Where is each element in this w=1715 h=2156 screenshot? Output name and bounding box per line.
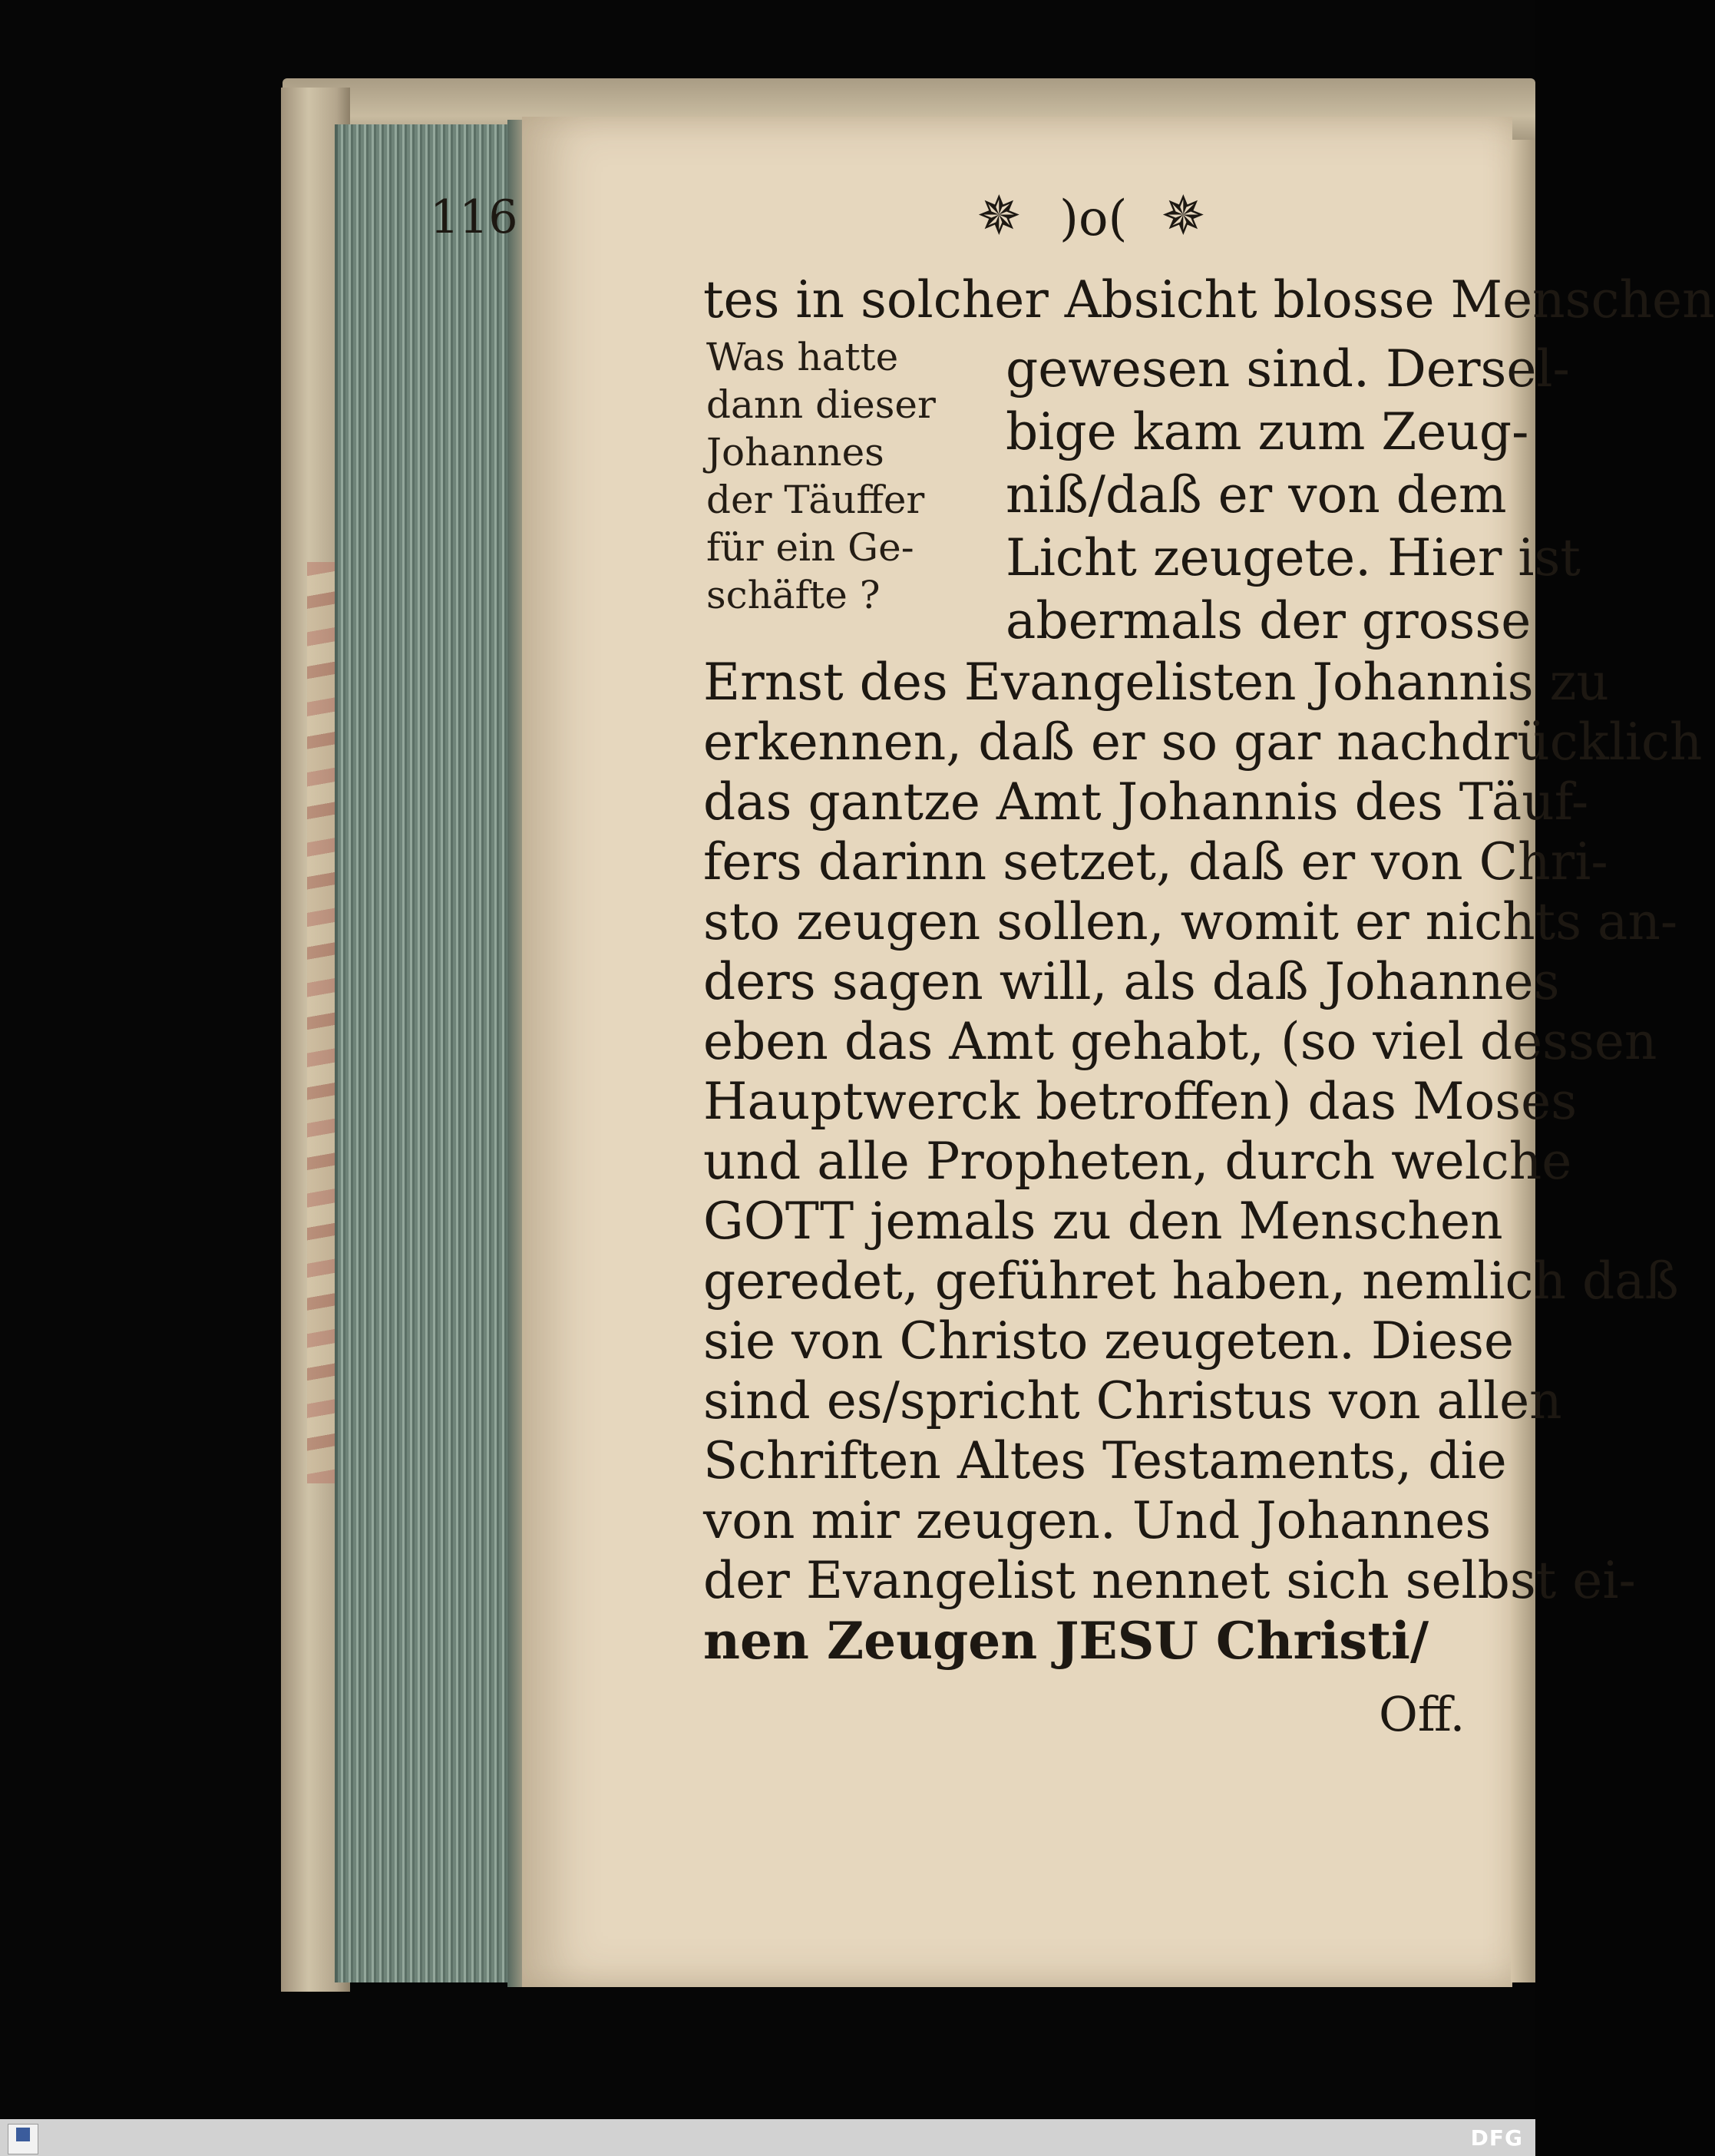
body-line: Schriften Altes Testaments, die (703, 1431, 1507, 1490)
body-line: von mir zeugen. Und Johannes (703, 1491, 1492, 1550)
body-line: erkennen, daß er so gar nachdrücklich (703, 713, 1703, 772)
header-ornament: )o( (1059, 190, 1128, 247)
text-line-first: tes in solcher Absicht blosse Menschen (703, 270, 1715, 329)
margin-note-line: dann dieser (706, 382, 936, 427)
right-column-line: niß/daß er von dem (1006, 465, 1507, 524)
body-line: und alle Propheten, durch welche (703, 1132, 1572, 1191)
dfg-logo: DFG (1470, 2125, 1523, 2151)
ornament-right-icon: ✵ (1161, 184, 1206, 247)
margin-note-line: der Täuffer (706, 478, 925, 522)
body-line: das gantze Amt Johannis des Täuf- (703, 772, 1589, 832)
library-logo-icon (8, 2124, 38, 2154)
right-column-line: bige kam zum Zeug- (1006, 402, 1529, 461)
body-line: sto zeugen sollen, womit er nichts an- (703, 892, 1678, 951)
margin-note-line: schäfte ? (706, 573, 881, 617)
body-line: der Evangelist nennet sich selbst ei- (703, 1551, 1636, 1610)
body-line: ders sagen will, als daß Johannes (703, 952, 1560, 1011)
body-line: Ernst des Evangelisten Johannis zu (703, 653, 1609, 712)
right-column-line: gewesen sind. Dersel- (1006, 339, 1570, 398)
margin-note-line: Was hatte (706, 335, 899, 379)
body-line: nen Zeugen JESU Christi/ (703, 1611, 1429, 1671)
body-line: sind es/spricht Christus von allen (703, 1371, 1562, 1430)
body-line: sie von Christo zeugeten. Diese (703, 1311, 1514, 1371)
page-number: 116 (430, 190, 518, 244)
margin-note-line: Johannes (706, 430, 884, 475)
catchword: Off. (1379, 1686, 1466, 1742)
right-column-line: abermals der grosse (1006, 591, 1532, 650)
margin-note-line: für ein Ge- (706, 525, 914, 570)
body-line: fers darinn setzet, daß er von Chri- (703, 832, 1608, 891)
body-line: GOTT jemals zu den Menschen (703, 1192, 1503, 1251)
page-block-edges (335, 124, 511, 1982)
right-column-line: Licht zeugete. Hier ist (1006, 528, 1581, 587)
logo-mark (16, 2128, 30, 2141)
viewer-footer-bar (0, 2119, 1535, 2156)
body-line: Hauptwerck betroffen) das Moses (703, 1072, 1578, 1131)
ornament-left-icon: ✵ (976, 184, 1022, 247)
body-line: eben das Amt gehabt, (so viel dessen (703, 1012, 1657, 1071)
body-line: geredet, geführet haben, nemlich daß (703, 1252, 1679, 1311)
